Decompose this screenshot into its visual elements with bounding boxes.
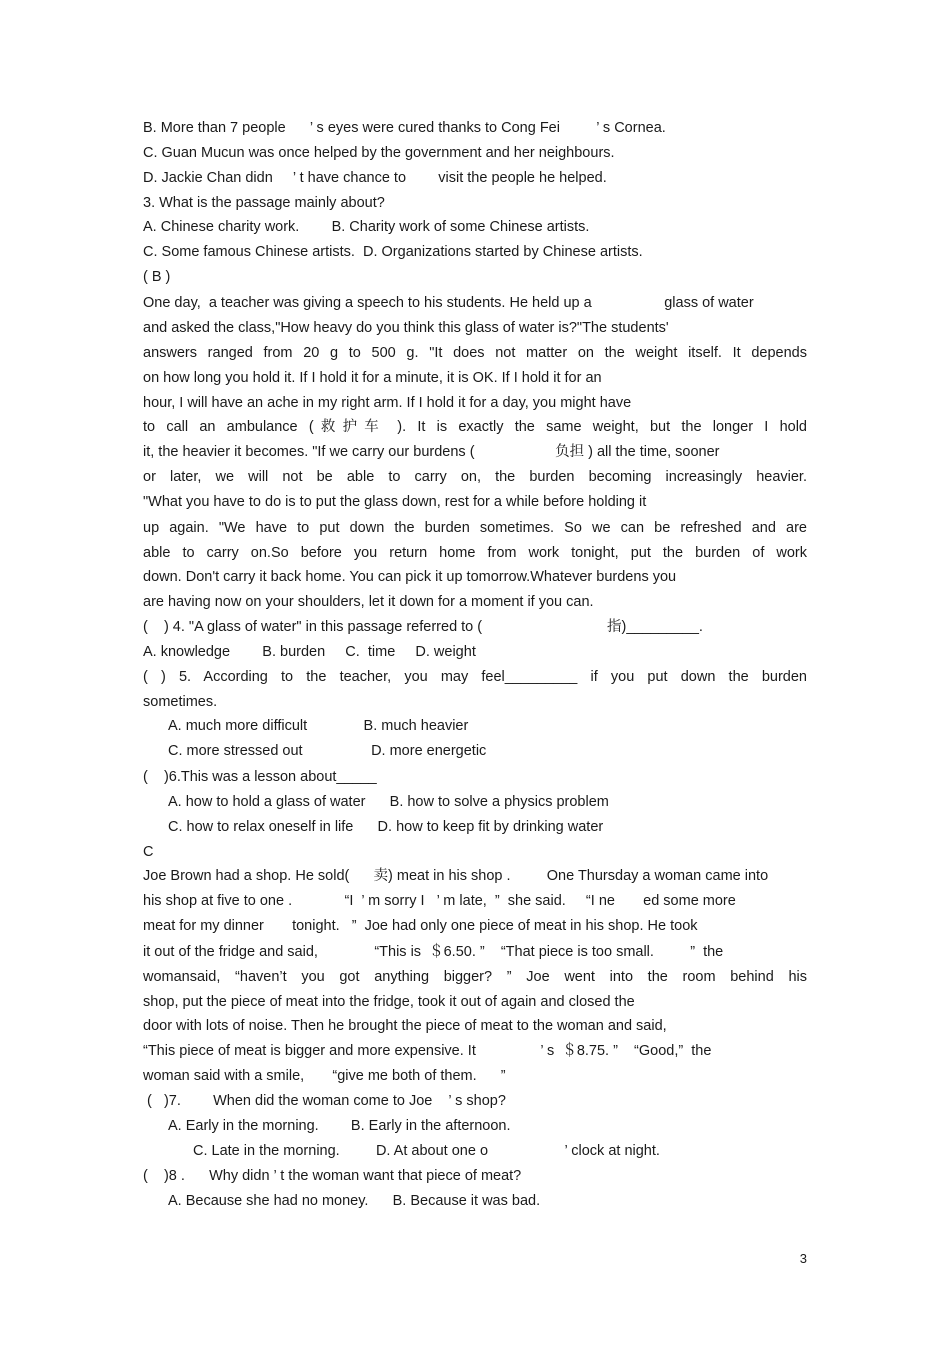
text-line: hour, I will have an ache in my right arm. If I hold it for a day, you might have xyxy=(143,395,632,411)
text-line: sometimes. xyxy=(143,694,218,710)
text-line: One day, a teacher was giving a speech to his students. He held up a glass of water xyxy=(143,295,754,311)
options-7-row-2: C. Late in the morning. D. At about one o ’ clock at night. xyxy=(193,1143,660,1159)
text-line: D. Jackie Chan didn ’ t have chance to visit the people he helped. xyxy=(143,170,607,186)
options-8-row-1: A. Because she had no money. B. Because it was bad. xyxy=(168,1193,541,1209)
section-heading-c: C xyxy=(143,844,154,860)
text-line: door with lots of noise. Then he brought the piece of meat to the woman and said, xyxy=(143,1018,667,1034)
text-line: on how long you hold it. If I hold it for a minute, it is OK. If I hold it for an xyxy=(143,370,602,386)
text-line: A. Chinese charity work. B. Charity work of some Chinese artists. xyxy=(143,219,590,235)
question-4: ( ) 4. "A glass of water" in this passage referred to ( 指)_________. xyxy=(143,619,703,635)
text-line: it, the heavier it becomes. "If we carry our burdens ( 负担 ) all the time, sooner xyxy=(143,444,720,460)
text-line: and asked the class,"How heavy do you think this glass of water is?"The students' xyxy=(143,320,669,336)
text-line: his shop at five to one . “I ’ m sorry I ’ m late, ” she said. “I ne ed some more xyxy=(143,893,736,909)
text-line: woman said with a smile, “give me both of them. ” xyxy=(143,1068,506,1084)
question-8: ( )8 . Why didn ’ t the woman want that piece of meat? xyxy=(143,1168,522,1184)
text-line: to call an ambulance (救护车 ). It is exactly the same weight, but the longer I hold xyxy=(143,419,807,435)
page-number: 3 xyxy=(799,1251,807,1266)
text-line: womansaid, “haven’t you got anything bigger? ” Joe went into the room behind his xyxy=(143,969,807,985)
section-heading-b: ( B ) xyxy=(143,269,171,285)
text-line: C. Some famous Chinese artists. D. Organizations started by Chinese artists. xyxy=(143,244,643,260)
text-line: answers ranged from 20 g to 500 g. "It does not matter on the weight itself. It depends xyxy=(143,345,807,361)
text-line: “This piece of meat is bigger and more expensive. It ’ s ＄8.75. ” “Good,” the xyxy=(143,1043,712,1059)
options-5-row-2: C. more stressed out D. more energetic xyxy=(168,743,487,759)
text-line: "What you have to do is to put the glass down, rest for a while before holding it xyxy=(143,494,647,510)
question-6: ( )6.This was a lesson about_____ xyxy=(143,769,377,785)
text-line: down. Don't carry it back home. You can pick it up tomorrow.Whatever burdens you xyxy=(143,569,677,585)
options-5-row-1: A. much more difficult B. much heavier xyxy=(168,718,469,734)
text-line: C. Guan Mucun was once helped by the government and her neighbours. xyxy=(143,145,615,161)
options-4: A. knowledge B. burden C. time D. weight xyxy=(143,644,476,660)
options-6-row-2: C. how to relax oneself in life D. how to keep fit by drinking water xyxy=(168,819,604,835)
text-line: shop, put the piece of meat into the fridge, took it out of again and closed the xyxy=(143,994,635,1010)
text-line: or later, we will not be able to carry on, the burden becoming increasingly heavier. xyxy=(143,469,807,485)
text-line: Joe Brown had a shop. He sold( 卖) meat in his shop . One Thursday a woman came into xyxy=(143,868,769,884)
text-line: it out of the fridge and said, “This is ＄6.50. ” “That piece is too small. ” the xyxy=(143,944,724,960)
text-line: meat for my dinner tonight. ” Joe had only one piece of meat in his shop. He took xyxy=(143,918,698,934)
options-7-row-1: A. Early in the morning. B. Early in the afternoon. xyxy=(168,1118,511,1134)
text-line: able to carry on.So before you return home from work tonight, put the burden of work xyxy=(143,545,807,561)
question-5: ( ) 5. According to the teacher, you may feel_________ if you put down the burden xyxy=(143,669,807,685)
question-3: 3. What is the passage mainly about? xyxy=(143,195,385,211)
text-line: are having now on your shoulders, let it down for a moment if you can. xyxy=(143,594,594,610)
text-line: B. More than 7 people ’ s eyes were cured thanks to Cong Fei ’ s Cornea. xyxy=(143,120,666,136)
question-7: ( )7. When did the woman come to Joe ’ s shop? xyxy=(143,1093,506,1109)
options-6-row-1: A. how to hold a glass of water B. how to solve a physics problem xyxy=(168,794,609,810)
text-line: up again. "We have to put down the burden sometimes. So we can be refreshed and are xyxy=(143,520,807,536)
